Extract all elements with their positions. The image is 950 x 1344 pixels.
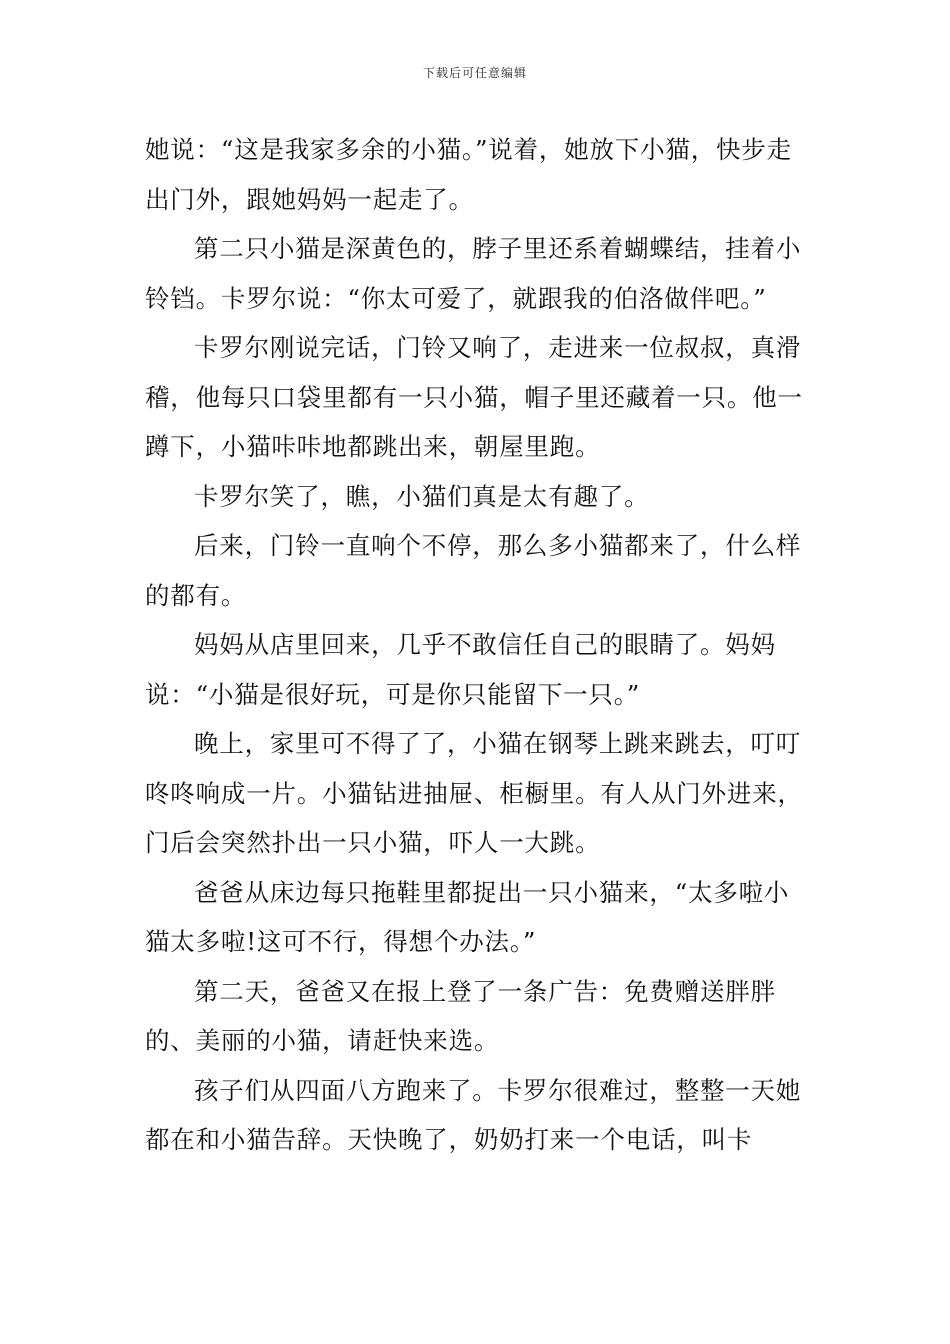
paragraph-1: 她说：“这是我家多余的小猫。”说着，她放下小猫，快步走出门外，跟她妈妈一起走了。 (145, 135, 792, 214)
paragraph-7: 晚上，家里可不得了了，小猫在钢琴上跳来跳去，叮叮咚咚响成一片。小猫钻进抽屉、柜橱里。有人从门外进来，门后会突然扑出一只小猫，吓人一大跳。 (145, 729, 803, 857)
paragraph-4: 卡罗尔笑了，瞧，小猫们真是太有趣了。 (194, 481, 650, 511)
paragraph-9: 第二天，爸爸又在报上登了一条广告：免费赠送胖胖的、美丽的小猫，请赶快来选。 (145, 976, 776, 1055)
paragraph-8: 爸爸从床边每只拖鞋里都捉出一只小猫来，“太多啦小猫太多啦!这可不行，得想个办法。” (145, 877, 790, 956)
paragraph-10: 孩子们从四面八方跑来了。卡罗尔很难过，整整一天她都在和小猫告辞。天快晚了，奶奶打来一个电话，叫卡 (145, 1075, 802, 1154)
story-text (145, 125, 805, 1165)
paragraph-5: 后来，门铃一直响个不停，那么多小猫都来了，什么样的都有。 (145, 531, 802, 610)
paragraph-2: 第二只小猫是深黄色的，脖子里还系着蝴蝶结，挂着小铃铛。卡罗尔说：“你太可爱了，就跟我的伯洛做伴吧。” (145, 234, 802, 313)
paragraph-3: 卡罗尔刚说完话，门铃又响了，走进来一位叔叔，真滑稽，他每只口袋里都有一只小猫，帽子里还藏着一只。他一蹲下，小猫咔咔地都跳出来，朝屋里跑。 (145, 333, 803, 461)
paragraph-6: 妈妈从店里回来，几乎不敢信任自己的眼睛了。妈妈说：“小猫是很好玩，可是你只能留下一只。” (145, 630, 776, 709)
page-header: 下载后可任意编辑 (422, 66, 527, 80)
